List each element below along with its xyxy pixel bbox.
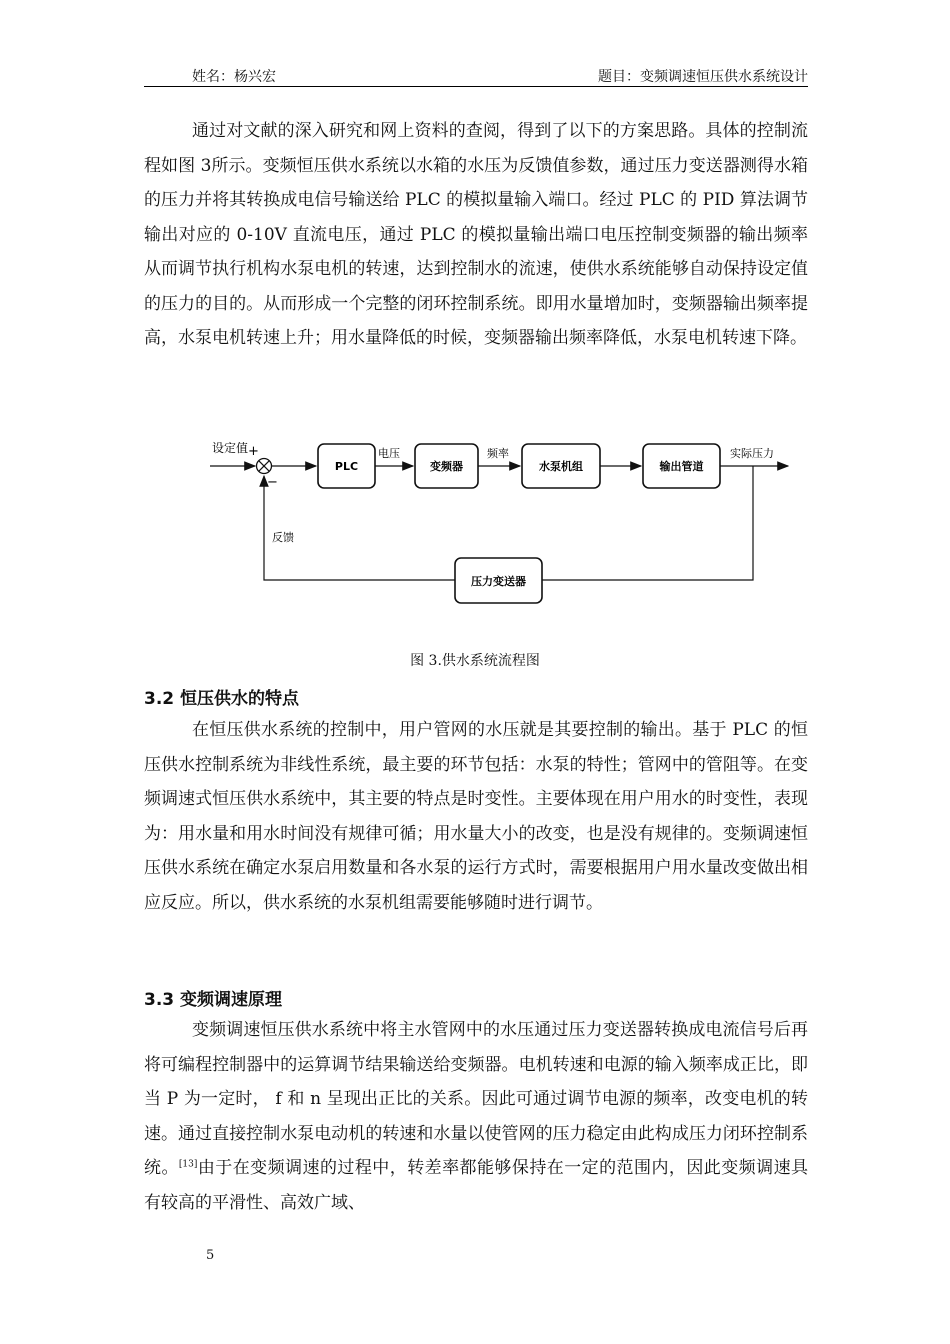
figure-caption: 图 3.供水系统流程图 [410, 653, 540, 669]
section-3-3-heading: 3.3 变频调速原理 [144, 990, 283, 1010]
header-title: 题目：变频调速恒压供水系统设计 [598, 69, 808, 85]
plc-label: PLC [334, 460, 359, 473]
section-3-3-text-a: 变频调速恒压供水系统中将主水管网中的水压通过压力变送器转换成电流信号后再将可编程控制器中的运算调节结果输送给变频器。电机转速和电源的输入频率成正比，即当 P 为一定时， f 和 n 呈现出正比的关系。因此可通过调节电源的频率，改变电机的转速。通过直接控制水泵电动机的转速和水量以使管网的压力稳定由此构成压力闭环控制系统。 [144, 1020, 808, 1178]
page-header [144, 64, 808, 87]
frequency-label: 频率 [487, 447, 509, 460]
header-author: 姓名：杨兴宏 [192, 69, 276, 85]
section-3-2-body: 在恒压供水系统的控制中，用户管网的水压就是其要控制的输出。基于 PLC 的恒压供水控制系统为非线性系统，最主要的环节包括：水泵的特性；管网中的管阻等。在变频调速式恒压供水系统中，其主要的特点是时变性。主要体现在用户用水的时变性，表现为：用水量和用水时间没有规律可循；用水量大小的改变，也是没有规律的。变频调速恒压供水系统在确定水泵启用数量和各水泵的运行方式时，需要根据用户用水量改变做出相应反应。所以，供水系统的水泵机组需要能够随时进行调节。 [144, 720, 808, 913]
setpoint-label: 设定值 [212, 441, 249, 455]
transmitter-label: 压力变送器 [471, 575, 526, 588]
plus-sign: + [248, 444, 259, 459]
section-3-2-heading: 3.2 恒压供水的特点 [144, 689, 300, 709]
minus-sign: − [267, 475, 278, 490]
citation-13[interactable]: [13] [178, 1159, 198, 1170]
feedback-line-left [264, 476, 455, 580]
inverter-label: 变频器 [430, 460, 463, 473]
pipe-label: 输出管道 [659, 460, 704, 473]
actual-pressure-label: 实际压力 [730, 447, 774, 460]
page-number: 5 [206, 1248, 215, 1263]
section-3-3-text-b: 由于在变频调速的过程中，转差率都能够保持在一定的范围内，因此变频调速具有较高的平滑性、高效广域、 [144, 1158, 809, 1213]
section-3-3-body [144, 1013, 808, 1220]
voltage-label: 电压 [378, 447, 400, 460]
summing-junction [257, 459, 272, 474]
intro-paragraph: 通过对文献的深入研究和网上资料的查阅，得到了以下的方案思路。具体的控制流程如图 3所示。变频恒压供水系统以水箱的水压为反馈值参数，通过压力变送器测得水箱的压力并将其转换成电信号输送给 PLC 的模拟量输入端口。经过 PLC 的 PID 算法调节输出对应的 0-10V 直流电压，通过 PLC 的模拟量输出端口电压控制变频器的输出频率从而调节执行机构水泵电机的转速，达到控制水的流速，使供水系统能够自动保持设定值的压力的目的。从而形成一个完整的闭环控制系统。即用水量增加时，变频器输出频率提高，水泵电机转速上升；用水量降低的时候，变频器输出频率降低，水泵电机转速下降。 [144, 121, 808, 348]
flow-diagram [200, 430, 800, 615]
pump-label: 水泵机组 [539, 460, 583, 473]
feedback-label: 反馈 [272, 531, 294, 544]
